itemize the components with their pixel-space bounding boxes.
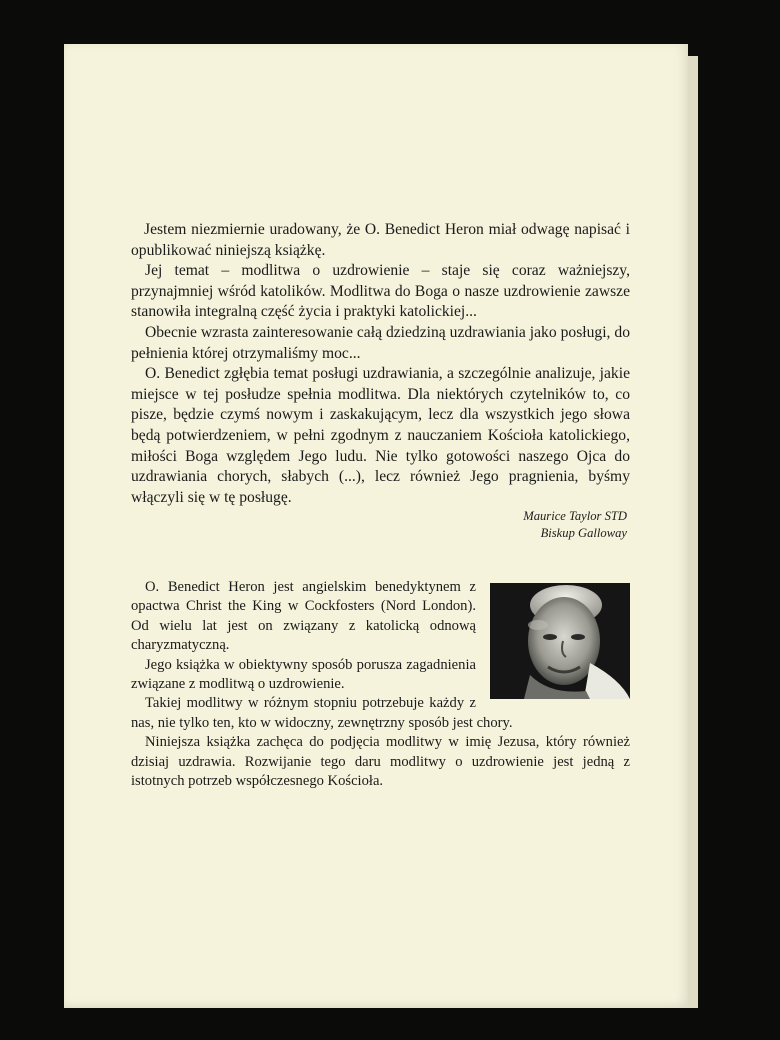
quote-paragraph-4: O. Benedict zgłębia temat posługi uzdrawiania, a szczególnie analizuje, jakie miejsce w tej posłudze spełnia modlitwa. Dla niektórych czytelników to, co pisze, będzie czymś nowym i zaskakującym, lecz dla wszystkich jego słowa będą potwierdzeniem, w pełni zgodnym z nauczaniem Kościoła katolickiego, miłości Boga względem Jego ludu. Nie tylko gotowości naszego Ojca do uzdrawiania chorych, słabych (...), lecz również Jego pragnienia, byśmy włączyli się w tę posługę. [131, 365, 630, 506]
bio-paragraph-1: O. Benedict Heron jest angielskim benedyktynem z opactwa Christ the King w Cockfosters (Nord London). Od wielu lat jest on związany z katolicką odnową charyzmatyczną. [131, 579, 476, 654]
quote-paragraph-3: Obecnie wzrasta zainteresowanie całą dziedziną uzdrawiania jako posługi, do pełnienia której otrzymaliśmy moc... [131, 323, 630, 362]
quote-paragraph-2: Jej temat – modlitwa o uzdrowienie – staje się coraz ważniejszy, przynajmniej wśród katolików. Modlitwa do Boga o nasze uzdrowienie zawsze stanowiła integralną część życia i praktyki katolickiej... [131, 262, 630, 321]
bio-paragraph-3: Takiej modlitwy w różnym stopniu potrzebuje każdy z nas, nie tylko ten, kto w widoczny, zewnętrzny sposób jest chory. [131, 695, 513, 731]
signature-block [131, 508, 630, 542]
cover-edge [688, 56, 698, 1008]
bio-paragraph-2: Jego książka w obiektywny sposób porusza zagadnienia związane z modlitwą o uzdrowienie. [131, 656, 476, 693]
signature-title: Biskup Galloway [540, 526, 627, 541]
endorsement-quote [131, 220, 630, 542]
bio-paragraph-4: Niniejsza książka zachęca do podjęcia modlitwy w imię Jezusa, który również dzisiaj uzdrawia. Rozwijanie tego daru modlitwy o uzdrowienie jest jedną z istotnych potrzeb współczesnego Kościoła. [131, 734, 630, 790]
author-bio [131, 578, 630, 791]
author-photo [490, 583, 630, 699]
book-back-cover [64, 44, 688, 1008]
quote-paragraph-1: Jestem niezmiernie uradowany, że O. Benedict Heron miał odwagę napisać i opublikować niniejszą książkę. [131, 221, 630, 259]
signature-name: Maurice Taylor STD [523, 509, 627, 524]
